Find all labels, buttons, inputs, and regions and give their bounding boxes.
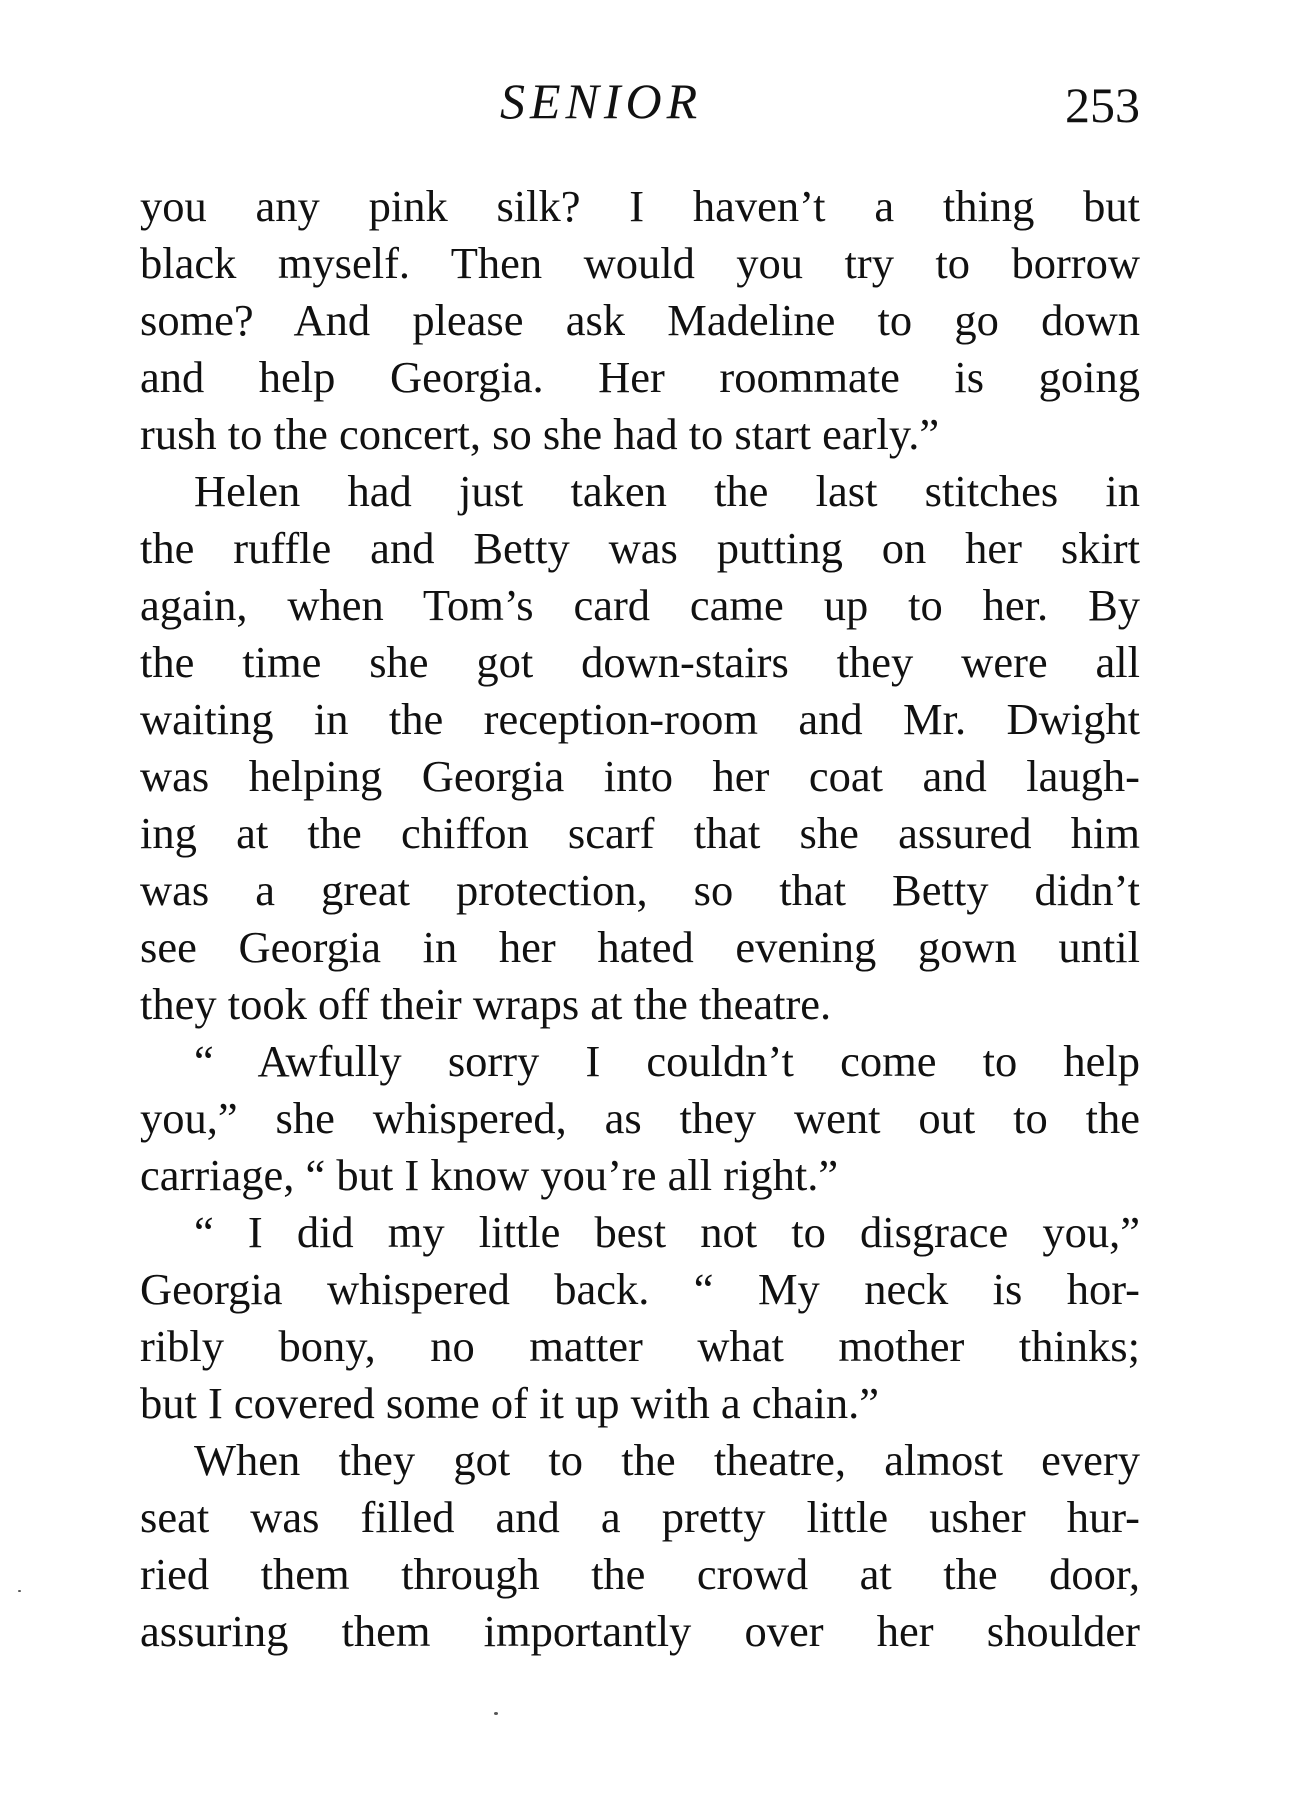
text-line: ried them through the crowd at the door, (140, 1549, 1140, 1599)
running-title: SENIOR (500, 73, 703, 129)
text-line: they took off their wraps at the theatre. (140, 979, 832, 1029)
text-line: see Georgia in her hated evening gown until (140, 922, 1140, 972)
text-line: and help Georgia. Her roommate is going (140, 352, 1140, 402)
text-line: Helen had just taken the last stitches in (194, 466, 1140, 516)
body-text (140, 178, 1140, 1660)
text-line: black myself. Then would you try to borrow (140, 238, 1140, 288)
text-line: again, when Tom’s card came up to her. By (140, 580, 1140, 630)
text-line: rush to the concert, so she had to start early.” (140, 409, 940, 459)
text-line: When they got to the theatre, almost every (194, 1435, 1140, 1485)
text-line: ing at the chiffon scarf that she assured him (140, 808, 1140, 858)
text-line: you any pink silk? I haven’t a thing but (140, 181, 1140, 231)
text-line: carriage, “ but I know you’re all right.” (140, 1150, 839, 1200)
text-line: Georgia whispered back. “ My neck is hor- (140, 1264, 1140, 1314)
text-line: waiting in the reception-room and Mr. Dwight (140, 694, 1140, 744)
text-line: seat was filled and a pretty little usher hur- (140, 1492, 1140, 1542)
text-line: assuring them importantly over her shoulder (140, 1606, 1140, 1656)
text-line: was helping Georgia into her coat and laugh- (140, 751, 1140, 801)
text-line: “ Awfully sorry I couldn’t come to help (194, 1036, 1140, 1086)
text-line: but I covered some of it up with a chain.” (140, 1378, 879, 1428)
paper-speck (18, 1590, 21, 1592)
text-line: “ I did my little best not to disgrace you,” (194, 1207, 1140, 1257)
text-line: was a great protection, so that Betty didn’t (140, 865, 1140, 915)
text-line: the ruffle and Betty was putting on her skirt (140, 523, 1140, 573)
text-line: the time she got down-stairs they were all (140, 637, 1140, 687)
page-number: 253 (1065, 77, 1140, 133)
text-line: you,” she whispered, as they went out to the (140, 1093, 1140, 1143)
text-line: ribly bony, no matter what mother thinks; (140, 1321, 1140, 1371)
running-head (140, 62, 1140, 142)
paper-speck (494, 1712, 498, 1715)
text-line: some? And please ask Madeline to go down (140, 295, 1140, 345)
